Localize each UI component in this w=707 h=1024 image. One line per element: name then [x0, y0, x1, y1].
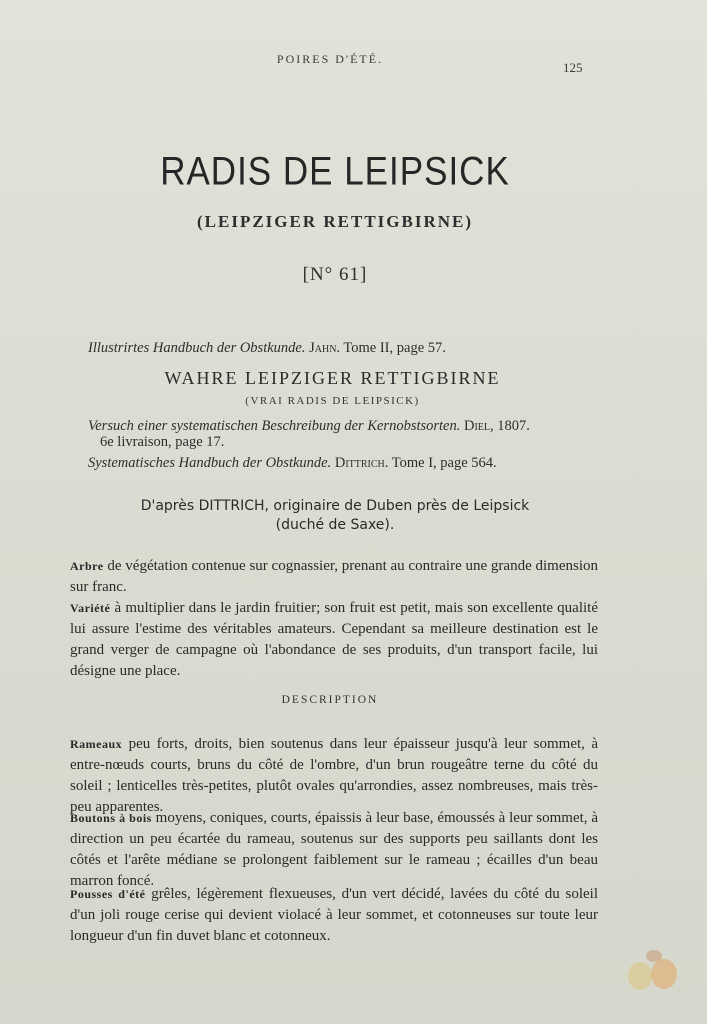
origin-line: (duché de Saxe). [275, 517, 395, 533]
page-title: RADIS DE LEIPSICK [160, 149, 510, 194]
page-number: 125 [563, 60, 583, 75]
reference-line [88, 340, 446, 357]
description-rameaux [70, 734, 598, 818]
synonym-name: WAHRE LEIPZIGER RETTIGBIRNE [164, 368, 501, 388]
reference-detail: Tome II, page 57. [343, 340, 446, 356]
description-text: moyens, coniques, courts, épaissis à leur base, émoussés à leur sommet, à direction un peu écartée du rameau, soutenus sur des supports peu saillants dont les côtés et l'arête médiane se prolongent faiblement sur le rameau ; écailles d'un beau marron foncé. [70, 810, 599, 889]
running-head: POIRES D'ÉTÉ. [276, 52, 384, 66]
reference-author: Dittrich. [334, 455, 389, 471]
paragraph-text: à multiplier dans le jardin fruitier; son fruit est petit, mais son excellente qualité lui assure l'estime des véritables amateurs. Cependant sa meilleure destination est le grand verger de campagne où l'abondance de ses produits, d'un transport facile, lui désigne une place. [70, 600, 598, 679]
description-pousses [70, 884, 598, 947]
description-text: peu forts, droits, bien soutenus dans leur épaisseur jusqu'à leur sommet, à entre-nœuds courts, bruns du côté de l'ombre, d'un brun rougeâtre terne du côté du soleil ; lenticelles très-petites, plutôt ovales qu'arrondies, assez nombreuses, mais très-peu apparentes. [70, 736, 598, 815]
synonym-translation: (VRAI RADIS DE LEIPSICK) [245, 395, 420, 407]
reference-work: Systematisches Handbuch der Obstkunde. [88, 455, 332, 471]
origin-line: D'après DITTRICH, originaire de Duben près de Leipsick [140, 498, 530, 514]
reference-detail: Tome I, page 564. [391, 455, 497, 471]
reference-work: Versuch einer systematischen Beschreibung der Kernobstsorten. [88, 418, 461, 434]
paragraph-lead: Arbre [70, 559, 104, 573]
reference-line2: 6e livraison, page 17. [100, 434, 225, 450]
description-lead: Rameaux [70, 737, 123, 751]
paragraph-lead: Variété [70, 601, 111, 615]
reference-detail: 1807. [497, 418, 530, 434]
page-subtitle: (LEIPZIGER RETTIGBIRNE) [196, 212, 474, 231]
reference-author: Diel, [464, 418, 494, 434]
description-text: grêles, légèrement flexueuses, d'un vert décidé, lavées du côté du soleil d'un joli rouge cerise qui devient violacé à leur sommet, et cotonneuses sur toute leur longueur d'un fin duvet blanc et cotonneux. [70, 886, 598, 944]
reference-line [88, 455, 497, 472]
section-title: DESCRIPTION [281, 694, 379, 706]
description-lead: Boutons à bois [70, 811, 152, 825]
description-boutons [70, 808, 598, 892]
description-lead: Pousses d'été [70, 887, 146, 901]
paragraph-text: de végétation contenue sur cognassier, prenant au contraire une grande dimension sur franc. [70, 558, 598, 595]
reference-author: Jahn. [309, 340, 341, 356]
paragraph-variete [70, 598, 598, 682]
variety-number: [N° 61] [302, 264, 368, 285]
paragraph-arbre [70, 556, 598, 598]
reference-work: Illustrirtes Handbuch der Obstkunde. [88, 340, 306, 356]
fruit-watermark-icon [618, 942, 688, 998]
reference-line [88, 418, 530, 435]
